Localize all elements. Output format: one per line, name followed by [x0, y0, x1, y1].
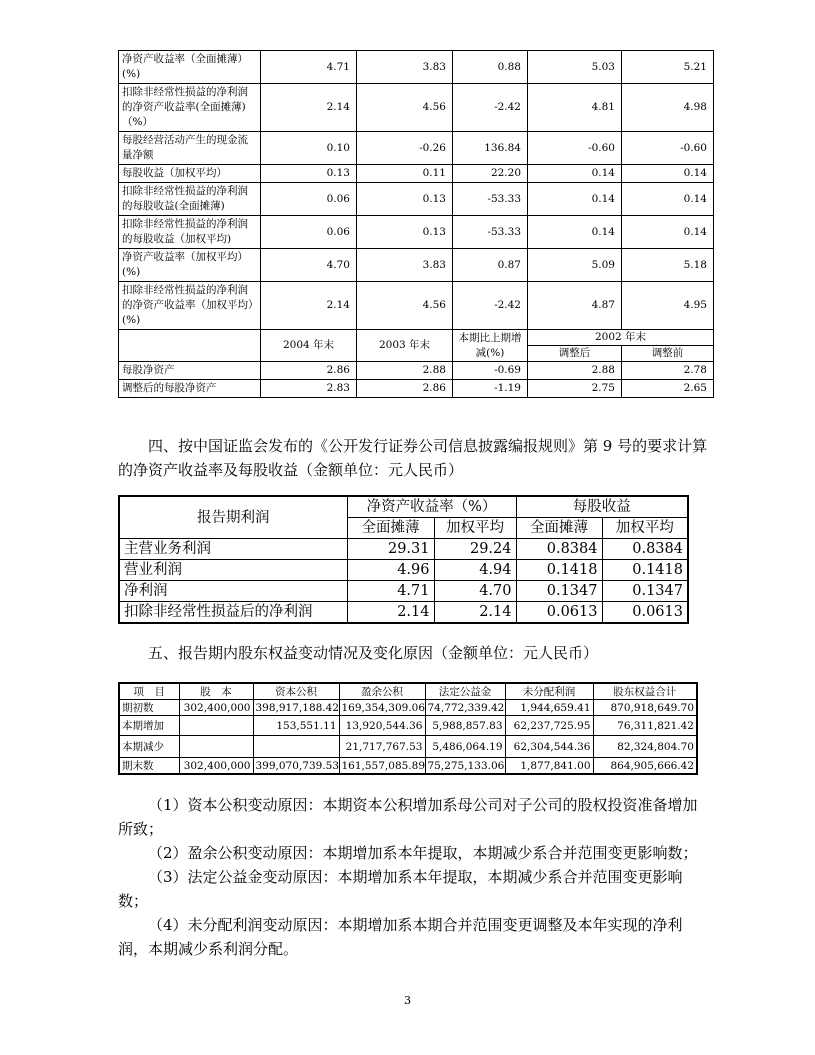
header-before-adjust: 调整前 — [622, 346, 714, 362]
header-weighted: 加权平均 — [434, 518, 516, 539]
section-5-heading: 五、报告期内股东权益变动情况及变化原因（金额单位：元人民币） — [148, 644, 599, 662]
table-row — [119, 736, 697, 758]
table-row — [119, 132, 714, 165]
column-header: 盈余公积 — [339, 683, 425, 700]
cell: 0.14 — [622, 183, 714, 216]
cell: 169,354,309.06 — [339, 700, 425, 716]
column-header: 未分配利润 — [505, 683, 593, 700]
cell: 62,237,725.95 — [505, 716, 593, 736]
cell: 5,988,857.83 — [425, 716, 505, 736]
cell: 4.81 — [528, 84, 622, 132]
table-row — [119, 758, 697, 775]
table-row — [119, 249, 714, 282]
note-item: （1）资本公积变动原因：本期资本公积增加系母公司对子公司的股权投资准备增加所致； — [118, 796, 698, 838]
cell — [179, 736, 253, 758]
header-report-profit: 报告期利润 — [119, 496, 347, 539]
cell: 4.95 — [622, 282, 714, 330]
table-row — [119, 216, 714, 249]
cell: 0.1418 — [602, 560, 688, 581]
cell: 0.11 — [357, 165, 453, 183]
cell: 5.18 — [622, 249, 714, 282]
cell: 5,486,064.19 — [425, 736, 505, 758]
row-label: 主营业务利润 — [119, 539, 347, 560]
cell: 13,920,544.36 — [339, 716, 425, 736]
equity-change-table — [118, 682, 698, 775]
cell: 0.06 — [261, 183, 357, 216]
cell: 3.83 — [357, 51, 453, 84]
cell: 4.56 — [357, 84, 453, 132]
cell: 399,070,739.53 — [253, 758, 339, 775]
header-full-dilution: 全面摊薄 — [516, 518, 602, 539]
cell: 864,905,666.42 — [593, 758, 697, 775]
row-label: 调整后的每股净资产 — [119, 380, 261, 398]
cell: 0.14 — [622, 216, 714, 249]
header-eps: 每股收益 — [516, 496, 688, 518]
cell: -2.42 — [453, 282, 528, 330]
row-label: 扣除非经常性损益的净利润的净资产收益率（加权平均）(%) — [119, 282, 261, 330]
cell: 0.13 — [357, 183, 453, 216]
header-weighted: 加权平均 — [602, 518, 688, 539]
cell: 62,304,544.36 — [505, 736, 593, 758]
column-header: 股东权益合计 — [593, 683, 697, 700]
row-label: 期初数 — [119, 700, 179, 716]
row-label: 扣除非经常性损益的净利润的每股收益（加权平均) — [119, 216, 261, 249]
cell: 0.14 — [622, 165, 714, 183]
header-2003: 2003 年末 — [357, 330, 453, 362]
cell: -53.33 — [453, 216, 528, 249]
cell: 2.86 — [357, 380, 453, 398]
cell: 2.83 — [261, 380, 357, 398]
cell: 136.84 — [453, 132, 528, 165]
cell: 870,918,649.70 — [593, 700, 697, 716]
roe-eps-table — [118, 495, 689, 624]
row-label: 期末数 — [119, 758, 179, 775]
note-item: （3）法定公益金变动原因：本期增加系本年提取，本期减少系合并范围变更影响数； — [118, 868, 683, 910]
table-row — [119, 602, 688, 624]
table-row — [119, 581, 688, 602]
row-label: 营业利润 — [119, 560, 347, 581]
section-4-heading: 四、按中国证监会发布的《公开发行证券公司信息披露编报规则》第 9 号的要求计算的净资产收益率及每股收益（金额单位：元人民币） — [118, 437, 708, 479]
column-header: 资本公积 — [253, 683, 339, 700]
cell: -0.69 — [453, 362, 528, 380]
cell: 398,917,188.42 — [253, 700, 339, 716]
cell: -0.60 — [622, 132, 714, 165]
row-label: 扣除非经常性损益的净利润的净资产收益率(全面摊薄)（%） — [119, 84, 261, 132]
header-roe: 净资产收益率（%） — [347, 496, 516, 518]
cell: 74,772,339.42 — [425, 700, 505, 716]
cell: 4.70 — [261, 249, 357, 282]
cell: 29.31 — [347, 539, 434, 560]
cell: 2.75 — [528, 380, 622, 398]
header-2002: 2002 年末 — [528, 330, 714, 346]
cell: 2.78 — [622, 362, 714, 380]
cell: 302,400,000 — [179, 758, 253, 775]
row-label: 每股收益（加权平均） — [119, 165, 261, 183]
cell: 2.14 — [261, 84, 357, 132]
table-header-row — [119, 683, 697, 700]
cell: 2.88 — [357, 362, 453, 380]
note-item: （4）未分配利润变动原因：本期增加系本期合并范围变更调整及本年实现的净利润，本期减少系利润分配。 — [118, 916, 683, 958]
cell: 0.8384 — [602, 539, 688, 560]
cell: 2.86 — [261, 362, 357, 380]
cell: 2.14 — [347, 602, 434, 624]
cell: 4.71 — [261, 51, 357, 84]
row-label: 净利润 — [119, 581, 347, 602]
row-label: 扣除非经常性损益后的净利润 — [119, 602, 347, 624]
cell: 2.14 — [434, 602, 516, 624]
header-change: 本期比上期增减(%) — [453, 330, 528, 362]
table-row — [119, 282, 714, 330]
cell: 302,400,000 — [179, 700, 253, 716]
table-row — [119, 539, 688, 560]
cell: 153,551.11 — [253, 716, 339, 736]
cell: 5.03 — [528, 51, 622, 84]
table-row — [119, 700, 697, 716]
cell: 0.0613 — [602, 602, 688, 624]
cell: 4.94 — [434, 560, 516, 581]
cell: 4.98 — [622, 84, 714, 132]
header-adjusted: 调整后 — [528, 346, 622, 362]
table-row — [119, 183, 714, 216]
cell: 4.56 — [357, 282, 453, 330]
cell: 3.83 — [357, 249, 453, 282]
cell: 0.87 — [453, 249, 528, 282]
cell: 1,877,841.00 — [505, 758, 593, 775]
cell: 2.65 — [622, 380, 714, 398]
page-number: 3 — [404, 994, 411, 1007]
row-label: 净资产收益率（全面摊薄）(%) — [119, 51, 261, 84]
header-2004: 2004 年末 — [261, 330, 357, 362]
cell: 0.06 — [261, 216, 357, 249]
cell: -0.60 — [528, 132, 622, 165]
row-label: 扣除非经常性损益的净利润的每股收益(全面摊薄) — [119, 183, 261, 216]
notes-list — [118, 793, 698, 961]
table-row — [119, 165, 714, 183]
table-row — [119, 362, 714, 380]
cell: 0.1347 — [602, 581, 688, 602]
row-label: 每股经营活动产生的现金流量净额 — [119, 132, 261, 165]
cell: 0.1418 — [516, 560, 602, 581]
cell: 0.13 — [261, 165, 357, 183]
table-row — [119, 84, 714, 132]
header-full-dilution: 全面摊薄 — [347, 518, 434, 539]
cell: 2.88 — [528, 362, 622, 380]
cell: 75,275,133.06 — [425, 758, 505, 775]
row-label: 本期增加 — [119, 716, 179, 736]
cell: 161,557,085.89 — [339, 758, 425, 775]
cell: 0.14 — [528, 216, 622, 249]
note-item: （2）盈余公积变动原因：本期增加系本年提取，本期减少系合并范围变更影响数； — [148, 844, 698, 862]
cell: 0.88 — [453, 51, 528, 84]
cell: 0.14 — [528, 165, 622, 183]
column-header: 法定公益金 — [425, 683, 505, 700]
table-row — [119, 560, 688, 581]
table-row — [119, 716, 697, 736]
cell: 0.14 — [528, 183, 622, 216]
table-row — [119, 51, 714, 84]
table-row — [119, 380, 714, 398]
cell: 0.10 — [261, 132, 357, 165]
cell: -2.42 — [453, 84, 528, 132]
column-header: 股 本 — [179, 683, 253, 700]
cell: 22.20 — [453, 165, 528, 183]
row-label: 每股净资产 — [119, 362, 261, 380]
cell: 82,324,804.70 — [593, 736, 697, 758]
cell: 4.70 — [434, 581, 516, 602]
cell: -0.26 — [357, 132, 453, 165]
cell: 0.0613 — [516, 602, 602, 624]
column-header: 项 目 — [119, 683, 179, 700]
cell — [253, 736, 339, 758]
cell: 5.21 — [622, 51, 714, 84]
row-label: 净资产收益率（加权平均）(%) — [119, 249, 261, 282]
cell: 4.96 — [347, 560, 434, 581]
cell: 21,717,767.53 — [339, 736, 425, 758]
financial-indicators-table — [118, 50, 714, 398]
cell: 5.09 — [528, 249, 622, 282]
cell: 4.87 — [528, 282, 622, 330]
table-header-row — [119, 330, 714, 346]
cell: -1.19 — [453, 380, 528, 398]
row-label: 本期减少 — [119, 736, 179, 758]
cell: 29.24 — [434, 539, 516, 560]
cell: 1,944,659.41 — [505, 700, 593, 716]
cell: 0.8384 — [516, 539, 602, 560]
cell: 0.1347 — [516, 581, 602, 602]
cell — [179, 716, 253, 736]
cell: 2.14 — [261, 282, 357, 330]
cell: 4.71 — [347, 581, 434, 602]
cell: 76,311,821.42 — [593, 716, 697, 736]
empty-header-cell — [119, 330, 261, 362]
cell: -53.33 — [453, 183, 528, 216]
cell: 0.13 — [357, 216, 453, 249]
